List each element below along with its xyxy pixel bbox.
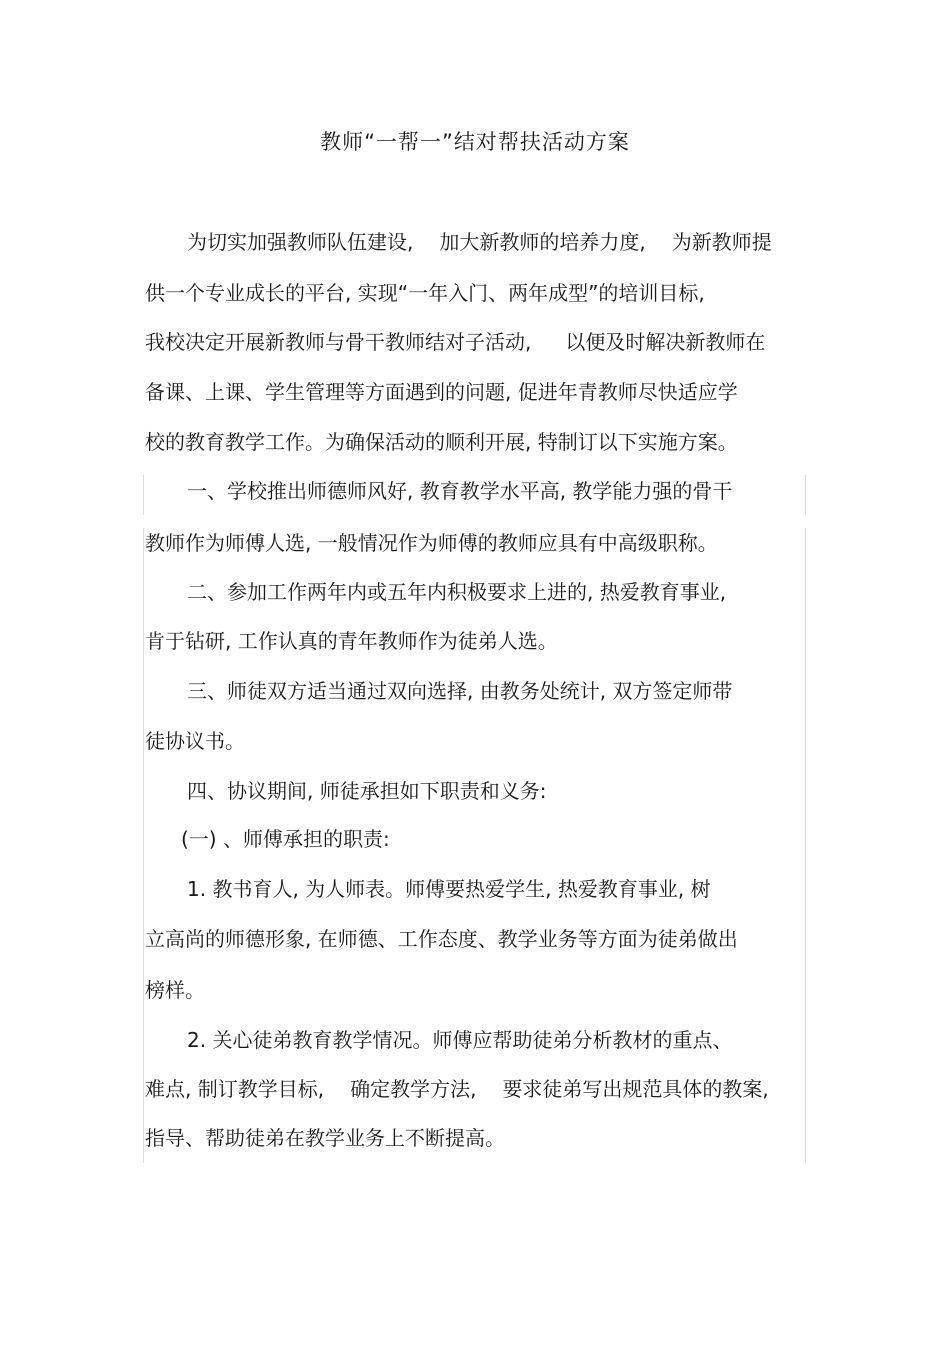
paragraph-line: 供一个专业成长的平台, 实现“一年入门、两年成型”的培训目标, [145, 281, 705, 305]
paragraph-line [145, 328, 765, 356]
paragraph-line: 立高尚的师德形象, 在师德、工作态度、教学业务等方面为徒弟做出 [145, 927, 738, 951]
paragraph-line: 榜样。 [145, 978, 205, 1002]
margin-rule [805, 528, 806, 1163]
paragraph-line: (一) 、师傅承担的职责: [181, 827, 390, 851]
margin-rule [143, 528, 144, 1163]
margin-rule [143, 475, 144, 515]
text-segment: 加大新教师的培养力度, [439, 230, 646, 254]
margin-rule [805, 475, 806, 515]
paragraph-line: 2. 关心徒弟教育教学情况。师傅应帮助徒弟分析教材的重点、 [187, 1028, 733, 1052]
paragraph-line: 二、参加工作两年内或五年内积极要求上进的, 热爱教育事业, [187, 580, 727, 604]
paragraph-line: 肯于钻研, 工作认真的青年教师作为徒弟人选。 [145, 629, 558, 653]
paragraph-line [145, 1075, 769, 1103]
document-title: 教师“一帮一”结对帮扶活动方案 [320, 130, 630, 154]
paragraph-line: 三、师徒双方适当通过双向选择, 由教务处统计, 双方签定师带 [187, 679, 733, 703]
paragraph-line: 四、协议期间, 师徒承担如下职责和义务: [187, 779, 547, 803]
text-segment: 为新教师提 [671, 230, 772, 254]
paragraph-line: 徒协议书。 [145, 729, 245, 753]
text-segment: 以便及时解决新教师在 [565, 330, 766, 354]
paragraph-line: 校的教育教学工作。为确保活动的顺利开展, 特制订以下实施方案。 [145, 430, 738, 454]
text-segment: 为切实加强教师队伍建设, [187, 230, 414, 254]
text-segment: 难点, 制订教学目标, [145, 1077, 325, 1101]
text-segment: 我校决定开展新教师与骨干教师结对子活动, [145, 330, 532, 354]
paragraph-line: 备课、上课、学生管理等方面遇到的问题, 促进年青教师尽快适应学 [145, 380, 738, 404]
paragraph-line: 教师作为师傅人选, 一般情况作为师傅的教师应具有中高级职称。 [145, 531, 718, 555]
paragraph-line: 1. 教书育人, 为人师表。师傅要热爱学生, 热爱教育事业, 树 [187, 877, 711, 901]
paragraph-line: 一、学校推出师德师风好, 教育教学水平高, 教学能力强的骨干 [187, 479, 733, 503]
paragraph-line: 指导、帮助徒弟在教学业务上不断提高。 [145, 1126, 505, 1150]
paragraph-line [187, 228, 772, 256]
text-segment: 确定教学方法, [350, 1077, 477, 1101]
text-segment: 要求徒弟写出规范具体的教案, [502, 1077, 769, 1101]
